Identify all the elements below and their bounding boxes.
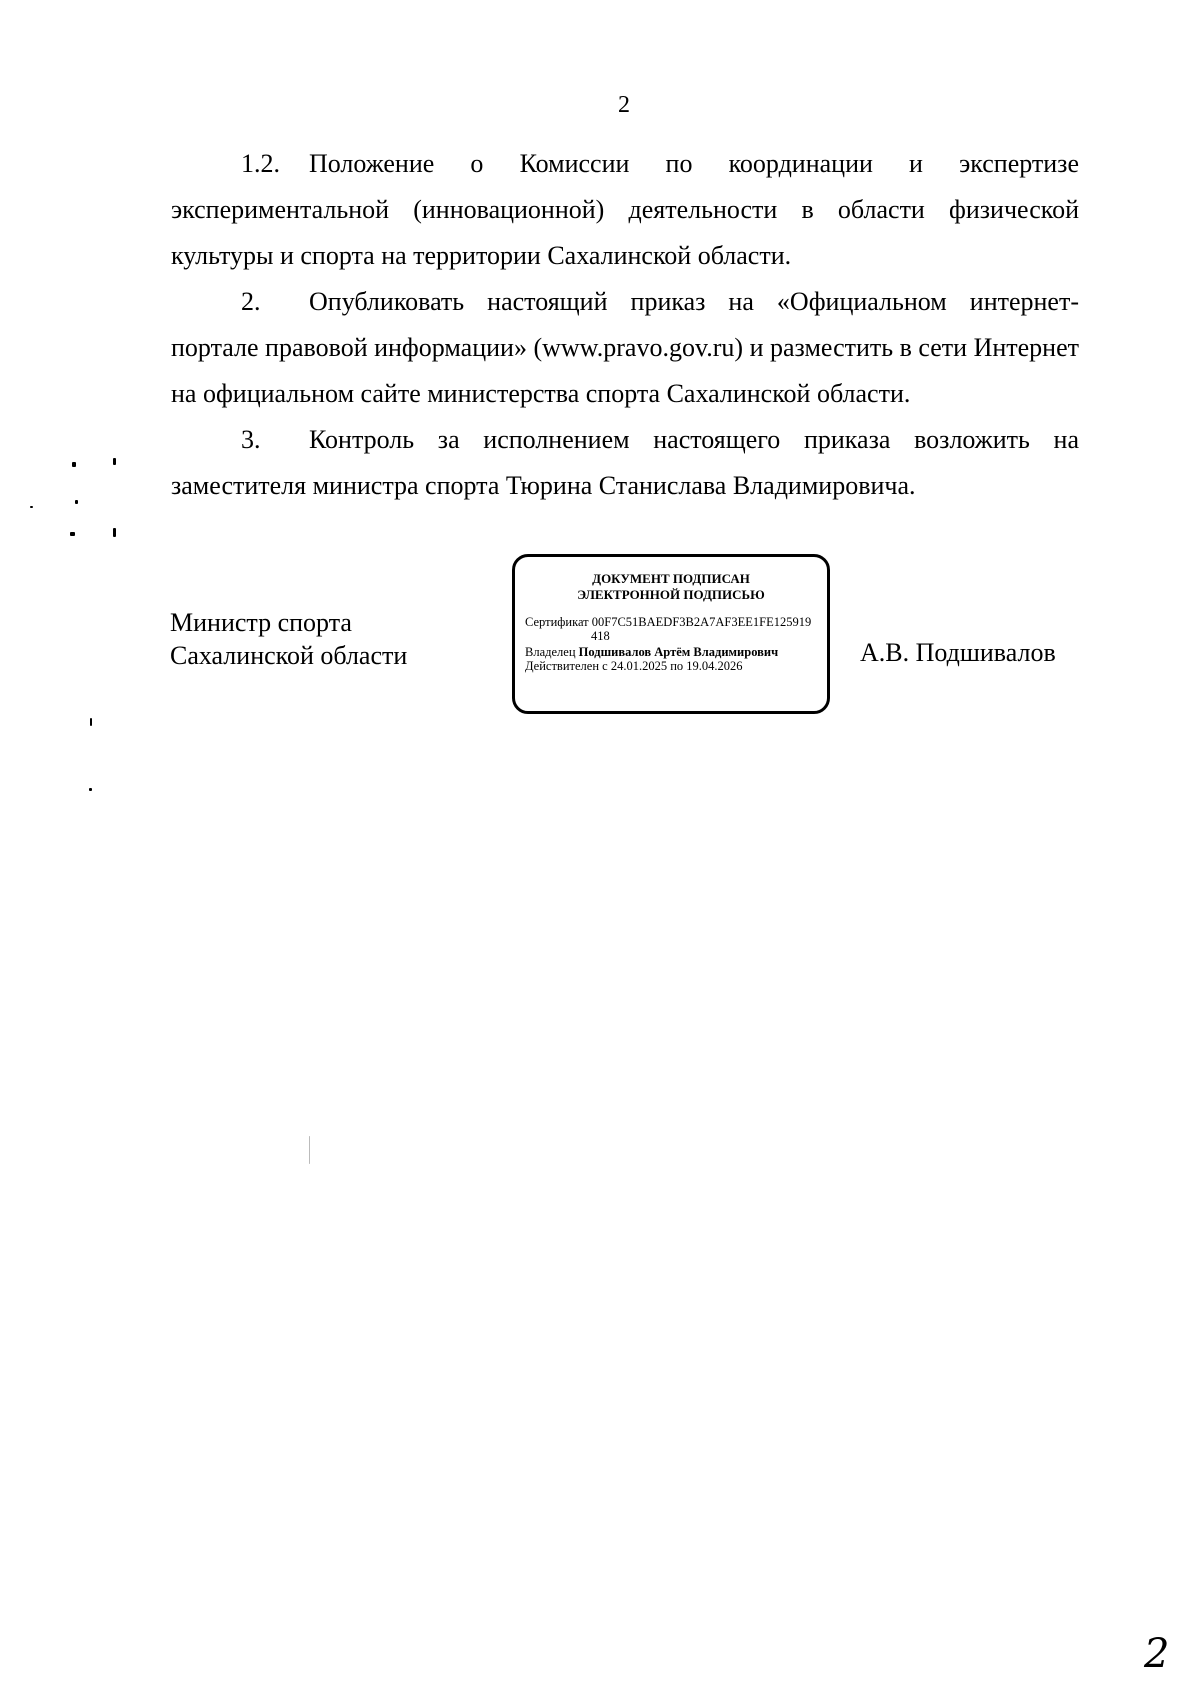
scan-speck bbox=[30, 506, 33, 508]
signer-position-line-1: Министр спорта bbox=[170, 608, 352, 637]
owner-label: Владелец bbox=[525, 645, 576, 659]
scan-speck bbox=[72, 462, 76, 467]
electronic-signature-stamp bbox=[512, 554, 830, 714]
paragraph-text: Опубликовать настоящий приказ на «Официальном интернет-портале правовой информации» (www.pravo.gov.ru) и разместить в сети Интернет на официальном сайте министерства спорта Сахалинской области. bbox=[171, 287, 1079, 408]
paragraph-1-2 bbox=[171, 141, 1079, 279]
scan-speck bbox=[113, 528, 116, 537]
owner-value: Подшивалов Артём Владимирович bbox=[578, 645, 779, 659]
page-number: 2 bbox=[618, 92, 630, 118]
scan-speck bbox=[90, 718, 92, 726]
certificate-value-continued: 418 bbox=[591, 629, 610, 643]
signer-position bbox=[170, 606, 407, 672]
stamp-validity bbox=[525, 659, 817, 673]
paragraph-number: 3. bbox=[241, 425, 261, 454]
scan-speck bbox=[75, 500, 78, 504]
validity-label: Действителен bbox=[525, 659, 600, 673]
stamp-heading-line-1: ДОКУМЕНТ ПОДПИСАН bbox=[592, 571, 750, 586]
signer-name: А.В. Подшивалов bbox=[860, 638, 1056, 667]
scan-speck bbox=[89, 788, 92, 791]
paragraph-number: 2. bbox=[241, 287, 261, 316]
paragraph-text: Контроль за исполнением настоящего приказа возложить на заместителя министра спорта Тюрина Станислава Владимировича. bbox=[171, 425, 1079, 500]
signer-position-line-2: Сахалинской области bbox=[170, 641, 408, 670]
stamp-certificate bbox=[525, 615, 817, 629]
scan-speck bbox=[113, 458, 116, 465]
signature-block bbox=[0, 550, 1200, 720]
document-body bbox=[171, 141, 1079, 509]
paragraph-number: 1.2. bbox=[241, 149, 280, 178]
stamp-owner bbox=[525, 645, 817, 659]
stamp-heading bbox=[525, 571, 817, 603]
handwritten-page-mark: 2 bbox=[1144, 1631, 1170, 1677]
paragraph-3 bbox=[171, 417, 1079, 509]
scan-speck bbox=[309, 1136, 310, 1164]
paragraph-text: Положение о Комиссии по координации и экспертизе экспериментальной (инновационной) деятельности в области физической культуры и спорта на территории Сахалинской области. bbox=[171, 149, 1079, 270]
certificate-label: Сертификат bbox=[525, 615, 589, 629]
paragraph-2 bbox=[171, 279, 1079, 417]
certificate-value: 00F7C51BAEDF3B2A7AF3EE1FE125919 bbox=[591, 615, 812, 629]
validity-value: с 24.01.2025 по 19.04.2026 bbox=[602, 659, 743, 673]
stamp-heading-line-2: ЭЛЕКТРОННОЙ ПОДПИСЬЮ bbox=[577, 587, 765, 602]
scan-speck bbox=[70, 532, 75, 536]
